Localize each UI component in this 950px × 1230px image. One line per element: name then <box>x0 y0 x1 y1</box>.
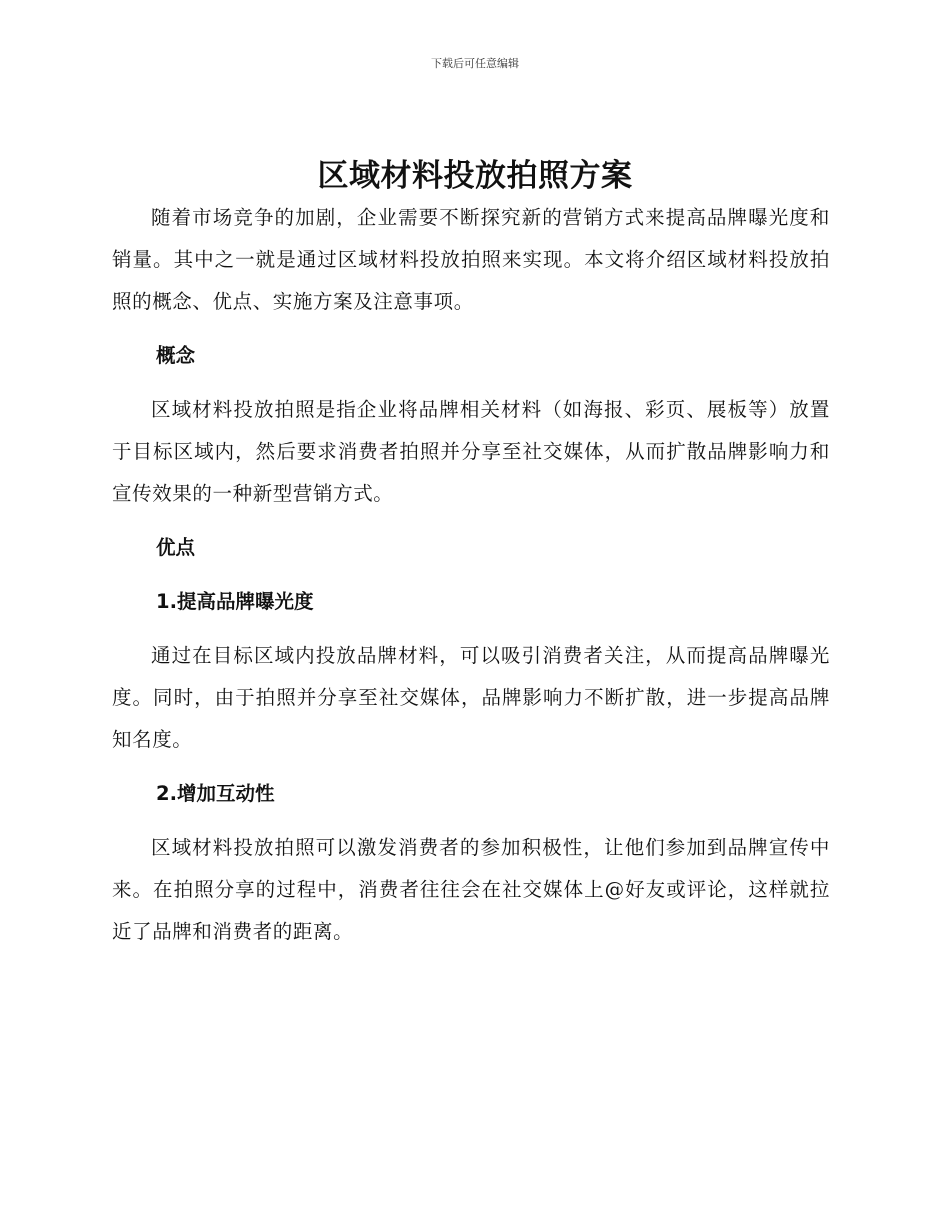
section-heading-advantages: 优点 <box>156 536 196 559</box>
page-title: 区域材料投放拍照方案 <box>317 158 633 194</box>
section-heading-concept: 概念 <box>156 344 196 367</box>
advantage-2-paragraph: 区域材料投放拍照可以激发消费者的参加积极性，让他们参加到品牌宣传中来。在拍照分享的过程中，消费者往往会在社交媒体上@好友或评论，这样就拉近了品牌和消费者的距离。 <box>112 836 830 943</box>
concept-paragraph: 区域材料投放拍照是指企业将品牌相关材料（如海报、彩页、展板等）放置于目标区域内，然后要求消费者拍照并分享至社交媒体，从而扩散品牌影响力和宣传效果的一种新型营销方式。 <box>112 398 830 505</box>
subheading-advantage-1: 1.提高品牌曝光度 <box>156 590 314 613</box>
advantage-1-paragraph: 通过在目标区域内投放品牌材料，可以吸引消费者关注，从而提高品牌曝光度。同时，由于拍照并分享至社交媒体，品牌影响力不断扩散，进一步提高品牌知名度。 <box>112 644 830 751</box>
document-body <box>112 197 830 953</box>
header-note: 下载后可任意编辑 <box>431 57 519 70</box>
subheading-advantage-2: 2.增加互动性 <box>156 782 275 805</box>
intro-paragraph: 随着市场竞争的加剧，企业需要不断探究新的营销方式来提高品牌曝光度和销量。其中之一就是通过区域材料投放拍照来实现。本文将介绍区域材料投放拍照的概念、优点、实施方案及注意事项。 <box>112 206 830 313</box>
